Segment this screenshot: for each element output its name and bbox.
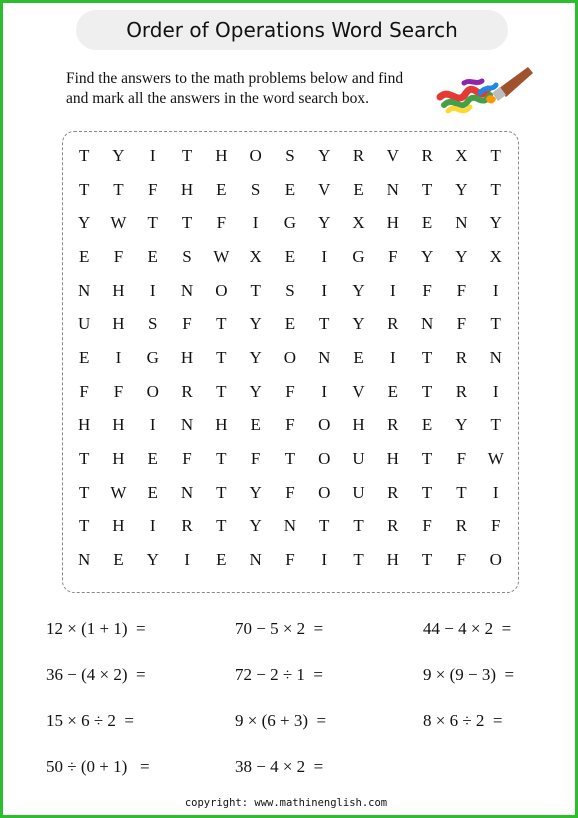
grid-letter[interactable]: T xyxy=(78,482,90,502)
grid-letter[interactable]: Y xyxy=(455,415,468,435)
grid-letter[interactable]: H xyxy=(386,213,399,233)
grid-letter[interactable]: Y xyxy=(318,213,331,233)
grid-letter[interactable]: Y xyxy=(455,179,468,199)
grid-letter[interactable]: E xyxy=(421,213,433,233)
grid-letter[interactable]: N xyxy=(283,516,297,536)
grid-letter[interactable]: U xyxy=(78,314,91,334)
grid-letter[interactable]: I xyxy=(252,213,259,233)
grid-letter[interactable]: F xyxy=(285,550,295,570)
grid-letter[interactable]: W xyxy=(110,213,127,233)
grid-letter[interactable]: Y xyxy=(318,145,331,165)
grid-letter[interactable]: I xyxy=(492,381,499,401)
math-problem: 9 × (6 + 3) = xyxy=(235,711,327,730)
grid-letter[interactable]: R xyxy=(181,516,193,536)
grid-letter[interactable]: W xyxy=(213,246,230,266)
grid-letter[interactable]: T xyxy=(216,482,227,502)
grid-letter[interactable]: O xyxy=(146,381,159,401)
paint-brush-icon xyxy=(436,63,536,125)
grid-letter[interactable]: H xyxy=(352,415,365,435)
grid-letter[interactable]: H xyxy=(215,145,228,165)
grid-letter[interactable]: E xyxy=(147,246,158,266)
grid-letter[interactable]: V xyxy=(318,179,331,199)
grid-letter[interactable]: X xyxy=(455,145,468,165)
grid-letter[interactable]: T xyxy=(421,550,433,570)
grid-letter[interactable]: R xyxy=(421,145,433,165)
math-problem: 44 − 4 × 2 = xyxy=(423,619,512,638)
grid-letter[interactable]: R xyxy=(352,145,365,165)
grid-letter[interactable]: R xyxy=(181,381,193,401)
grid-letter[interactable]: I xyxy=(149,280,156,300)
grid-letter[interactable]: F xyxy=(285,482,295,502)
grid-letter[interactable]: F xyxy=(79,381,89,401)
grid-letter[interactable]: S xyxy=(250,179,261,199)
grid-letter[interactable]: R xyxy=(387,314,399,334)
grid-letter[interactable]: O xyxy=(283,347,297,367)
grid-letter[interactable]: S xyxy=(285,280,295,300)
grid-letter[interactable]: F xyxy=(113,381,124,401)
grid-letter[interactable]: I xyxy=(321,246,328,266)
grid-letter[interactable]: T xyxy=(319,314,330,334)
grid-letter[interactable]: T xyxy=(284,449,296,469)
grid-letter[interactable]: I xyxy=(149,516,156,536)
grid-letter[interactable]: T xyxy=(490,314,501,334)
grid-letter[interactable]: G xyxy=(146,347,159,367)
grid-letter[interactable]: T xyxy=(490,415,501,435)
grid-letter[interactable]: T xyxy=(353,550,364,570)
grid-letter[interactable]: N xyxy=(180,280,194,300)
grid-letter[interactable]: O xyxy=(489,550,502,570)
grid-letter[interactable]: H xyxy=(112,280,125,300)
instructions-line-1: Find the answers to the math problems below and find xyxy=(66,70,404,87)
grid-letter[interactable]: O xyxy=(318,415,331,435)
grid-letter[interactable]: N xyxy=(180,415,194,435)
grid-letter[interactable]: X xyxy=(249,246,262,266)
grid-letter[interactable]: E xyxy=(113,550,124,570)
grid-letter[interactable]: F xyxy=(182,449,192,469)
grid-letter[interactable]: I xyxy=(115,347,122,367)
grid-letter[interactable]: I xyxy=(149,145,156,165)
grid-letter[interactable]: E xyxy=(353,179,364,199)
math-problem: 12 × (1 + 1) = xyxy=(46,619,146,638)
grid-letter[interactable]: Y xyxy=(112,145,125,165)
grid-letter[interactable]: R xyxy=(387,415,399,435)
grid-letter[interactable]: I xyxy=(149,415,156,435)
grid-letter[interactable]: H xyxy=(112,314,125,334)
grid-letter[interactable]: E xyxy=(216,550,227,570)
grid-letter[interactable]: T xyxy=(353,516,364,536)
grid-letter[interactable]: F xyxy=(456,449,467,469)
grid-letter[interactable]: F xyxy=(113,246,124,266)
grid-letter[interactable]: T xyxy=(181,213,193,233)
grid-letter[interactable]: O xyxy=(318,449,331,469)
grid-letter[interactable]: F xyxy=(422,516,432,536)
grid-letter[interactable]: O xyxy=(318,482,331,502)
grid-letter[interactable]: R xyxy=(387,516,399,536)
grid-letter[interactable]: H xyxy=(112,449,125,469)
grid-letter[interactable]: E xyxy=(147,482,158,502)
grid-letter[interactable]: T xyxy=(78,179,90,199)
grid-letter[interactable]: T xyxy=(490,179,501,199)
grid-letter[interactable]: I xyxy=(492,482,499,502)
grid-letter[interactable]: X xyxy=(352,213,365,233)
math-problem: 36 − (4 × 2) = xyxy=(46,665,146,684)
grid-letter[interactable]: F xyxy=(456,314,467,334)
grid-letter[interactable]: Y xyxy=(249,516,262,536)
grid-letter[interactable]: O xyxy=(215,280,228,300)
grid-letter[interactable]: F xyxy=(388,246,398,266)
grid-letter[interactable]: U xyxy=(352,449,365,469)
grid-letter[interactable]: Y xyxy=(420,246,434,266)
grid-letter[interactable]: F xyxy=(490,516,501,536)
grid-letter[interactable]: T xyxy=(421,482,433,502)
grid-letter[interactable]: H xyxy=(78,415,91,435)
grid-letter[interactable]: H xyxy=(180,179,194,199)
grid-letter[interactable]: T xyxy=(421,347,433,367)
grid-letter[interactable]: Y xyxy=(78,213,91,233)
grid-letter[interactable]: N xyxy=(420,314,434,334)
grid-letter[interactable]: E xyxy=(284,179,296,199)
grid-letter[interactable]: Y xyxy=(146,550,159,570)
grid-letter[interactable]: H xyxy=(112,415,125,435)
grid-letter[interactable]: O xyxy=(249,145,262,165)
grid-letter[interactable]: F xyxy=(182,314,192,334)
grid-letter[interactable]: H xyxy=(215,415,228,435)
grid-letter[interactable]: H xyxy=(180,347,194,367)
grid-letter[interactable]: G xyxy=(352,246,365,266)
grid-letter[interactable]: N xyxy=(249,550,262,570)
grid-letter[interactable]: Y xyxy=(489,213,502,233)
grid-letter[interactable]: Y xyxy=(249,314,262,334)
worksheet-title: Order of Operations Word Search xyxy=(76,10,508,50)
grid-letter[interactable]: R xyxy=(455,516,468,536)
math-problem: 15 × 6 ÷ 2 = xyxy=(46,711,135,730)
grid-letter[interactable]: E xyxy=(78,347,90,367)
grid-letter[interactable]: F xyxy=(148,179,158,199)
grid-letter[interactable]: E xyxy=(387,381,399,401)
grid-letter[interactable]: F xyxy=(456,280,467,300)
grid-letter[interactable]: G xyxy=(283,213,297,233)
grid-letter[interactable]: T xyxy=(421,449,433,469)
grid-letter[interactable]: R xyxy=(455,381,468,401)
grid-letter[interactable]: I xyxy=(321,280,328,300)
grid-letter[interactable]: R xyxy=(455,347,468,367)
grid-letter[interactable]: I xyxy=(321,550,328,570)
grid-letter[interactable]: Y xyxy=(455,246,468,266)
math-problem: 72 − 2 ÷ 1 = xyxy=(235,665,324,684)
grid-letter[interactable]: W xyxy=(487,449,504,469)
grid-letter[interactable]: F xyxy=(285,415,295,435)
grid-letter[interactable]: N xyxy=(489,347,502,367)
copyright-footer: copyright: www.mathinenglish.com xyxy=(184,797,388,809)
grid-letter[interactable]: E xyxy=(147,449,158,469)
instructions xyxy=(66,69,446,109)
grid-letter[interactable]: S xyxy=(182,246,192,266)
grid-letter[interactable]: I xyxy=(389,280,396,300)
math-problem: 50 ÷ (0 + 1) = xyxy=(46,757,150,776)
grid-letter[interactable]: T xyxy=(78,449,90,469)
math-problem: 38 − 4 × 2 = xyxy=(235,757,324,776)
grid-letter[interactable]: E xyxy=(250,415,261,435)
grid-letter[interactable]: S xyxy=(148,314,158,334)
grid-letter[interactable]: N xyxy=(180,482,194,502)
grid-letter[interactable]: T xyxy=(421,179,433,199)
math-problem: 70 − 5 × 2 = xyxy=(235,619,324,638)
grid-letter[interactable]: E xyxy=(421,415,433,435)
grid-letter[interactable]: I xyxy=(389,347,396,367)
grid-letter[interactable]: T xyxy=(181,145,193,165)
instructions-line-2: and mark all the answers in the word search box. xyxy=(66,90,370,107)
grid-letter[interactable]: I xyxy=(184,550,190,570)
grid-letter[interactable]: H xyxy=(386,449,399,469)
math-problems xyxy=(0,612,572,782)
grid-letter[interactable]: F xyxy=(422,280,432,300)
grid-letter[interactable]: T xyxy=(319,516,330,536)
grid-letter[interactable]: T xyxy=(113,179,124,199)
grid-letter[interactable]: Y xyxy=(249,482,262,502)
grid-letter[interactable]: S xyxy=(285,145,295,165)
grid-letter[interactable]: E xyxy=(353,347,364,367)
grid-letter[interactable]: N xyxy=(386,179,399,199)
grid-letter[interactable]: W xyxy=(110,482,127,502)
grid-letter[interactable]: E xyxy=(78,246,90,266)
math-problem: 8 × 6 ÷ 2 = xyxy=(423,711,503,730)
grid-letter[interactable]: N xyxy=(318,347,331,367)
grid-letter[interactable]: N xyxy=(78,280,91,300)
grid-letter[interactable]: X xyxy=(489,246,502,266)
grid-letter[interactable]: T xyxy=(216,314,227,334)
grid-letter[interactable]: N xyxy=(78,550,91,570)
word-search-grid xyxy=(67,139,510,585)
grid-letter[interactable]: Y xyxy=(249,381,262,401)
grid-letter[interactable]: T xyxy=(421,381,433,401)
grid-letter[interactable]: N xyxy=(455,213,468,233)
grid-letter[interactable]: T xyxy=(216,516,227,536)
grid-letter[interactable]: Y xyxy=(352,314,365,334)
grid-letter[interactable]: I xyxy=(492,280,499,300)
grid-letter[interactable]: V xyxy=(386,145,399,165)
grid-letter[interactable]: H xyxy=(386,550,399,570)
grid-letter[interactable]: E xyxy=(284,246,296,266)
grid-letter[interactable]: F xyxy=(250,449,261,469)
grid-letter[interactable]: T xyxy=(216,381,227,401)
grid-letter[interactable]: H xyxy=(112,516,125,536)
grid-letter[interactable]: T xyxy=(78,516,90,536)
grid-letter[interactable]: I xyxy=(321,381,328,401)
grid-letter[interactable]: E xyxy=(284,314,296,334)
math-problem: 9 × (9 − 3) = xyxy=(423,665,515,684)
grid-letter[interactable]: Y xyxy=(249,347,262,367)
grid-letter[interactable]: T xyxy=(216,347,227,367)
grid-letter[interactable]: R xyxy=(387,482,399,502)
grid-letter[interactable]: T xyxy=(456,482,467,502)
grid-letter[interactable]: Y xyxy=(352,280,365,300)
grid-letter[interactable]: T xyxy=(490,145,501,165)
grid-letter[interactable]: F xyxy=(285,381,295,401)
grid-letter[interactable]: F xyxy=(456,550,467,570)
grid-letter[interactable]: T xyxy=(216,449,227,469)
grid-letter[interactable]: T xyxy=(250,280,261,300)
grid-letter[interactable]: E xyxy=(216,179,227,199)
grid-letter[interactable]: U xyxy=(352,482,365,502)
grid-letter[interactable]: F xyxy=(216,213,227,233)
grid-letter[interactable]: T xyxy=(147,213,158,233)
grid-letter[interactable]: V xyxy=(352,381,365,401)
grid-letter[interactable]: T xyxy=(78,145,90,165)
